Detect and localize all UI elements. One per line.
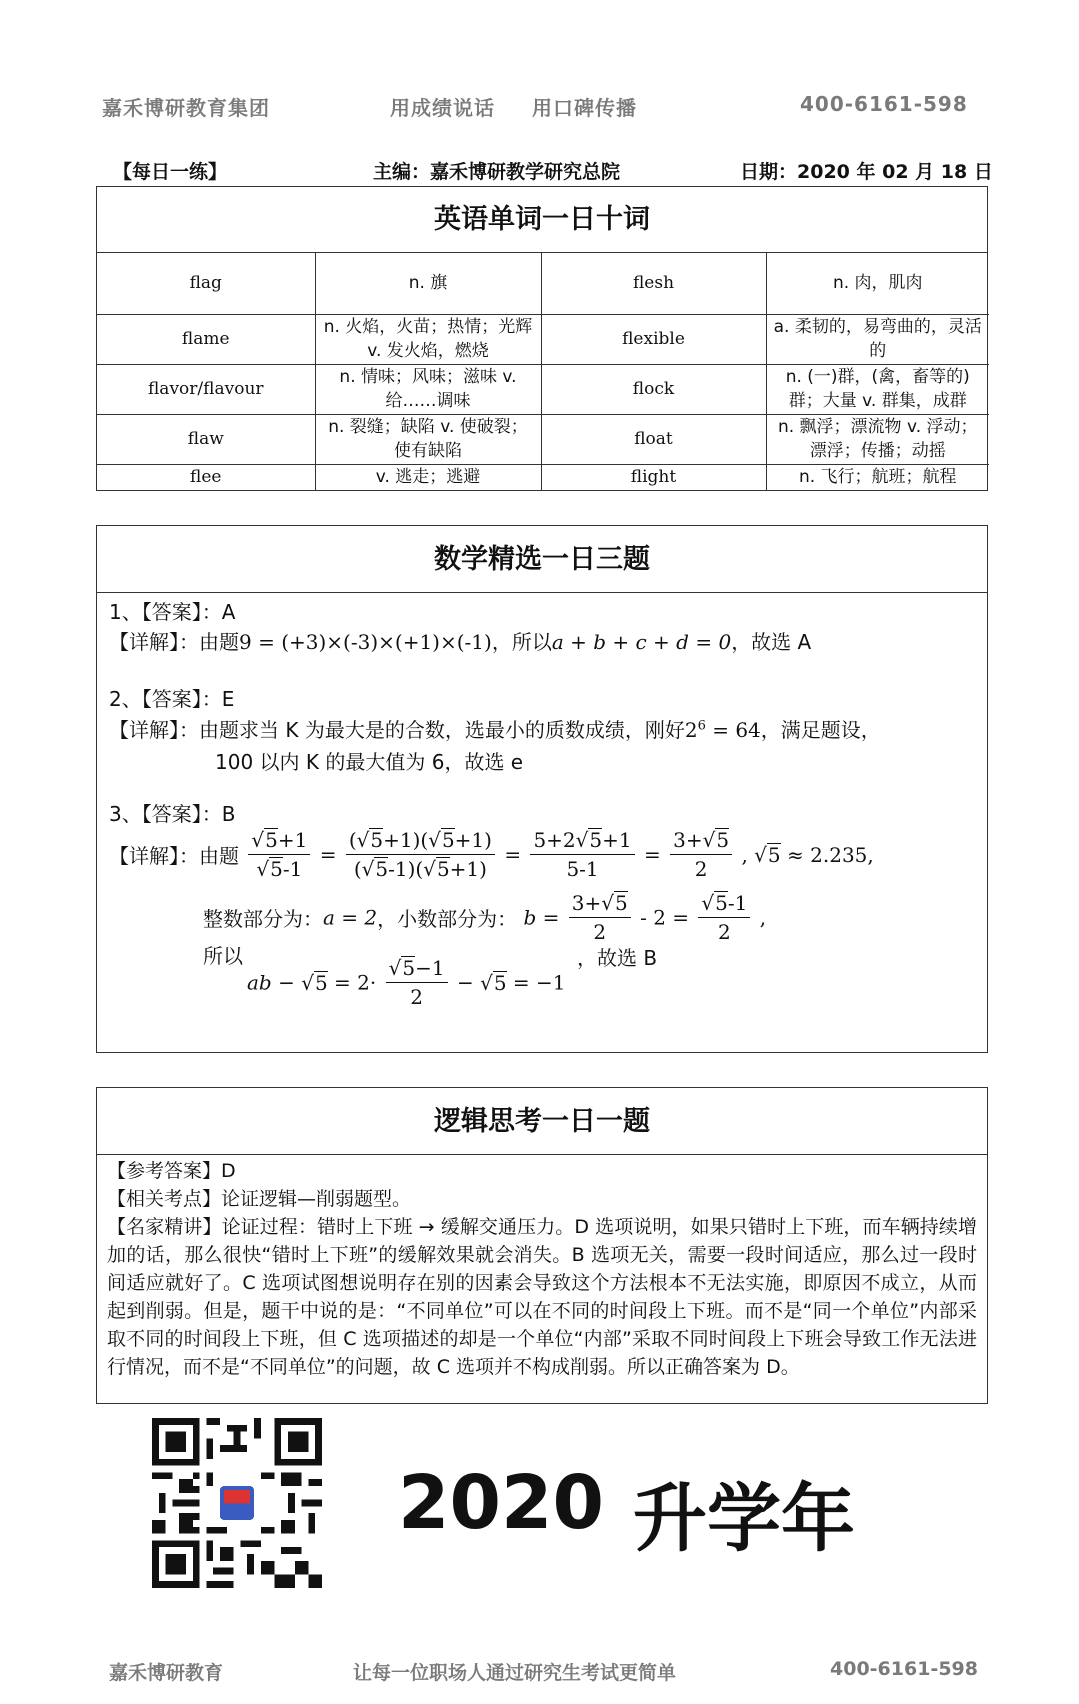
daily-practice-label: 【每日一练】: [113, 161, 228, 183]
q3-final-b: = 2·: [334, 970, 377, 995]
radicand: 5: [265, 828, 278, 852]
logic-answer: 【参考答案】D: [107, 1160, 236, 1182]
vocab-meaning: n. (一)群，(禽，畜等的)群；大量 v. 群集，成群: [766, 364, 989, 414]
vocab-word: flight: [541, 464, 766, 490]
q3-decimal-fraction-1: $\frac{3+√5}{2}$: [569, 889, 631, 946]
q3-final-num: −1: [415, 956, 445, 980]
q2-detail-text: 【详解】：由题求当 K 为最大是的合数，选最小的质数成绩，刚好: [109, 718, 685, 742]
vocab-word: flavor/flavour: [97, 364, 315, 414]
vocab-word: flaw: [97, 414, 315, 464]
header-slogan-2: 用口碑传播: [532, 96, 637, 120]
q3-f3-den: 5-1: [566, 857, 599, 881]
table-row: [97, 364, 989, 414]
q3-decimal-mid: - 2 =: [640, 905, 690, 930]
vocab-meaning: n. 情味；风味；滋味 v. 给……调味: [315, 364, 541, 414]
banner-text: 升学年: [633, 1476, 855, 1562]
vocab-meaning: n. 飞行；航班；航程: [766, 464, 989, 490]
banner-year: 2020: [398, 1460, 604, 1546]
q3-decimal-lhs: b =: [523, 905, 560, 930]
vocab-word: flesh: [541, 253, 766, 314]
vocab-meaning: n. 裂缝；缺陷 v. 使破裂；使有缺陷: [315, 414, 541, 464]
math-section: [96, 525, 988, 1053]
q2-detail-tail: ，满足题设，: [760, 718, 881, 742]
q3-fraction-4: $\frac{3+√5}{2}$: [670, 826, 732, 883]
date-line: 日期：2020 年 02 月 18 日: [740, 161, 993, 183]
q2-exponent: 6: [697, 718, 706, 734]
q3-detail-line-2: 整数部分为：a = 2，小数部分为： b = $\frac{3+√5}{2}$ - 2 = $\frac{√5-1}{2}$ ,: [203, 891, 767, 944]
header-phone: 400-6161-598: [800, 92, 968, 116]
footer-org: 嘉禾博研教育: [109, 1662, 224, 1684]
q2-detail-line-1: [109, 714, 881, 743]
q3-detail-prefix: 【详解】：由题: [109, 844, 239, 868]
vocab-word: flock: [541, 364, 766, 414]
vocab-table: [97, 253, 989, 490]
q3-final-den: 2: [410, 985, 423, 1009]
q1-expression-2: a + b + c + d = 0: [551, 630, 732, 654]
header-slogan-1: 用成绩说话: [390, 96, 495, 120]
header-org: 嘉禾博研教育集团: [102, 96, 270, 120]
q3-final-fraction: $\frac{√5-1}{2}$: [386, 954, 448, 1011]
q1-mid: ，所以: [491, 630, 552, 654]
editor-line: 主编：嘉禾博研教学研究总院: [373, 161, 621, 183]
q3-final-d: = −1: [512, 970, 566, 995]
table-row: [97, 464, 989, 490]
radicand: 5: [270, 857, 283, 881]
vocab-meaning: v. 逃走；逃避: [315, 464, 541, 490]
q3-f4-num-a: 3+: [673, 828, 703, 852]
q3-decimal-fraction-2: $\frac{√5-1}{2}$: [698, 889, 750, 946]
math-title: 数学精选一日三题: [97, 526, 987, 593]
vocab-meaning: n. 飘浮；漂流物 v. 浮动；漂浮；传播；动摇: [766, 414, 989, 464]
table-row: [97, 414, 989, 464]
q3-decimal-den-2: 2: [718, 920, 731, 944]
vocab-meaning: a. 柔韧的，易弯曲的，灵活的: [766, 314, 989, 364]
q3-decimal-num-2: -1: [727, 891, 748, 915]
footer-phone: 400-6161-598: [830, 1658, 978, 1680]
vocab-title: 英语单词一日十词: [97, 187, 987, 253]
vocab-word: flexible: [541, 314, 766, 364]
q3-integer-expr: a = 2: [323, 905, 378, 930]
q3-integer-label: 整数部分为：: [203, 907, 323, 931]
table-row: [97, 253, 989, 314]
vocab-section: [96, 186, 988, 491]
footer-slogan: 让每一位职场人通过研究生考试更简单: [353, 1662, 677, 1684]
q2-answer: 2、【答案】：E: [109, 687, 235, 711]
q3-detail-line-1: 【详解】：由题 $\frac{√5+1}{√5-1}$ = $\frac{(√5+1)(√5+1)}{(√5-1)(√5+1)}$ = $\frac{5+2√5+1}{5-1}$ = $\frac{3+√5}{2}$ , √5 ≈ 2.235,: [109, 828, 874, 881]
q1-expression: 9 = (+3)×(-3)×(+1)×(-1): [239, 630, 492, 654]
logic-section: [96, 1087, 988, 1404]
q1-detail: [109, 626, 811, 655]
q3-so-tail: ，故选 B: [577, 946, 658, 970]
vocab-meaning: n. 肉，肌肉: [766, 253, 989, 314]
q2-equals: = 64: [705, 718, 761, 742]
q3-final-expr: ab − √5 = 2· $\frac{√5-1}{2}$ − √5 = −1: [247, 956, 566, 1009]
logic-topic: 【相关考点】论证逻辑—削弱题型。: [107, 1188, 412, 1210]
q3-final-c: −: [456, 970, 474, 995]
q1-tail: ，故选 A: [731, 630, 812, 654]
vocab-meaning: n. 火焰，火苗；热情；光辉 v. 发火焰，燃烧: [315, 314, 541, 364]
vocab-word: flame: [97, 314, 315, 364]
logic-title: 逻辑思考一日一题: [97, 1088, 987, 1155]
vocab-word: float: [541, 414, 766, 464]
q3-fraction-1: $\frac{√5+1}{√5-1}$: [248, 826, 310, 883]
q2-base: 2: [684, 718, 698, 742]
q3-fraction-2: $\frac{(√5+1)(√5+1)}{(√5-1)(√5+1)}$: [346, 826, 495, 883]
q1-answer: 1、【答案】：A: [109, 600, 236, 624]
vocab-word: flag: [97, 253, 315, 314]
q3-decimal-den: 2: [593, 920, 607, 944]
q3-approx: ≈ 2.235: [787, 842, 868, 867]
q3-f3-num-a: 5+2: [533, 828, 576, 852]
vocab-meaning: n. 旗: [315, 253, 541, 314]
q3-fraction-3: $\frac{5+2√5+1}{5-1}$: [530, 826, 634, 883]
vocab-word: flee: [97, 464, 315, 490]
qr-code-icon: [152, 1418, 322, 1588]
q3-decimal-label: ，小数部分为：: [377, 907, 518, 931]
logic-explanation: 【名家精讲】论证过程：错时上下班 → 缓解交通压力。D 选项说明，如果只错时上下班，而车辆持续增加的话，那么很快“错时上下班”的缓解效果就会消失。B 选项无关，需要一段时间适应，那么过一段时间适应就好了。C 选项试图想说明存在别的因素会导致这个方法根本不无法实施，即原因不成立，从而起到削弱。但是，题干中说的是：“不同单位”可以在不同的时间段上下班。而不是“同一个单位”内部采取不同的时间段上下班，但 C 选项描述的却是一个单位“内部”采取不同时间段上下班会导致工作无法进行情况，而不是“不同单位”的问题，故 C 选项并不构成削弱。所以正确答案为 D。: [107, 1216, 977, 1378]
q3-final-a: ab −: [247, 970, 295, 995]
q3-f4-den: 2: [694, 857, 708, 881]
q3-answer: 3、【答案】：B: [109, 802, 236, 826]
logic-body: [97, 1155, 987, 1381]
q1-detail-prefix: 【详解】：由题: [109, 630, 239, 654]
table-row: [97, 314, 989, 364]
q3-so-label: 所以: [203, 944, 243, 968]
q2-detail-line-2: 100 以内 K 的最大值为 6，故选 e: [215, 750, 524, 774]
q3-decimal-num: 3+: [571, 891, 602, 915]
